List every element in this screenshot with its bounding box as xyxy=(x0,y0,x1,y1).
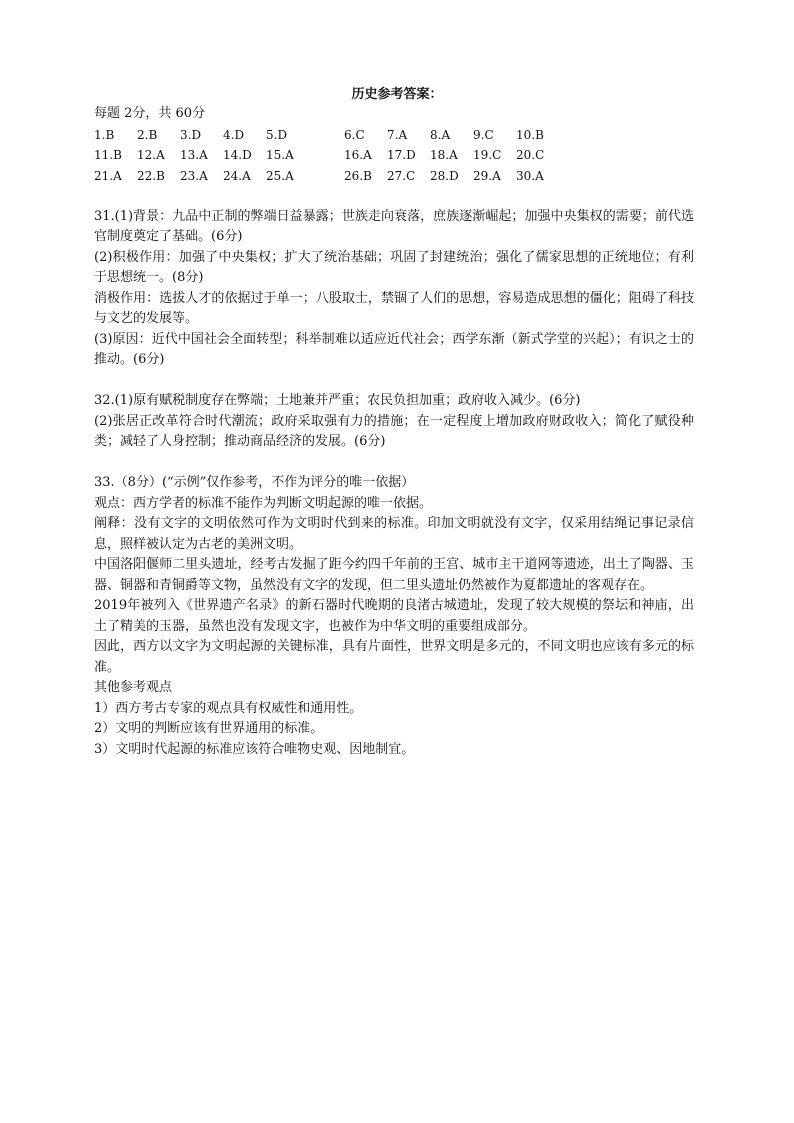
q31-part1: 31.(1)背景：九品中正制的弊端日益暴露；世族走向衰落，庶族逐渐崛起；加强中央集权的需要；前代选官制度奠定了基础。(6分) xyxy=(94,208,694,244)
q33-other-point: 2）文明的判断应该有世界通用的标准。 xyxy=(94,721,324,736)
mc-answer-group xyxy=(344,125,644,146)
q33-explanation-2: 中国洛阳偃师二里头遗址，经考古发掘了距今约四千年前的王宫、城市主干道网等遗迹，出土了陶器、玉器、铜器和青铜爵等文物，虽然没有文字的发现，但二里头遗址仍然被作为夏都遗址的客观存在。 xyxy=(94,557,694,593)
mc-answer: 26.B xyxy=(344,168,372,183)
mc-answer-row-3 xyxy=(94,166,694,187)
mc-answer-group xyxy=(94,145,344,166)
q33-header: 33.（8分）(“示例”仅作参考，不作为评分的唯一依据） xyxy=(94,475,415,490)
mc-answer: 17.D xyxy=(387,148,416,162)
q33-other-point: 1）西方考古专家的观点具有权威性和通用性。 xyxy=(94,700,363,716)
mc-answer-group xyxy=(344,166,644,187)
q32-part2: (2)张居正改革符合时代潮流；政府采取强有力的措施；在一定程度上增加政府财政收入；简化了赋役种类；减轻了人身控制；推动商品经济的发展。(6分) xyxy=(94,413,694,449)
mc-answer: 27.C xyxy=(387,168,416,183)
mc-answer: 30.A xyxy=(516,168,544,183)
q33-explanation-3: 2019年被列入《世界遗产名录》的新石器时代晚期的良渚古城遗址，发现了较大规模的祭坛和神庙，出土了精美的玉器，虽然也没有发现文字，也被作为中华文明的重要组成部分。 xyxy=(94,598,694,634)
mc-answer: 8.A xyxy=(430,127,451,142)
q33-other-point: 3）文明时代起源的标准应该符合唯物史观、因地制宜。 xyxy=(94,741,415,757)
mc-answer: 25.A xyxy=(266,168,294,183)
mc-answer: 10.B xyxy=(516,127,544,142)
q33-viewpoint: 观点：西方学者的标准不能作为判断文明起源的唯一依据。 xyxy=(94,495,433,511)
spacer xyxy=(94,371,694,392)
mc-answer: 28.D xyxy=(430,168,459,183)
mc-answer: 9.C xyxy=(473,127,494,142)
mc-answer: 6.C xyxy=(344,127,365,142)
mc-answer-row-1 xyxy=(94,125,694,146)
q33-explanation-1: 阐释：没有文字的文明依然可作为文明时代到来的标准。印加文明就没有文字，仅采用结绳记事记录信息，照样被认定为古老的美洲文明。 xyxy=(94,516,694,552)
mc-answer: 14.D xyxy=(223,148,252,162)
mc-answer-group xyxy=(94,166,344,187)
mc-answer: 15.A xyxy=(266,148,294,162)
scoring-note: 每题 2分，共 60分 xyxy=(94,106,206,121)
mc-answer: 19.C xyxy=(473,148,502,162)
q33-other-header: 其他参考观点 xyxy=(94,680,173,695)
mc-answer: 23.A xyxy=(180,168,208,183)
q31-part2-negative: 消极作用：选拔人才的依据过于单一；八股取士，禁锢了人们的思想，容易造成思想的僵化；阻碍了科技与文艺的发展等。 xyxy=(94,290,694,326)
mc-answer: 5.D xyxy=(266,127,288,142)
mc-answer-group xyxy=(344,145,644,166)
mc-answer: 11.B xyxy=(94,148,122,162)
mc-answer: 21.A xyxy=(94,168,122,183)
mc-answer: 4.D xyxy=(223,127,245,142)
page-title: 历史参考答案： xyxy=(351,87,443,102)
mc-answer: 2.B xyxy=(137,127,158,142)
mc-answer: 12.A xyxy=(137,148,165,162)
q33-conclusion: 因此，西方以文字为文明起源的关键标准，具有片面性，世界文明是多元的，不同文明也应该有多元的标准。 xyxy=(94,639,694,675)
mc-answer: 1.B xyxy=(94,127,115,142)
mc-answer: 22.B xyxy=(137,168,165,183)
mc-answer: 24.A xyxy=(223,168,251,183)
spacer xyxy=(94,453,694,474)
mc-answer: 7.A xyxy=(387,127,408,142)
mc-answer-group xyxy=(94,125,344,146)
mc-answer: 16.A xyxy=(344,148,372,162)
mc-answer: 18.A xyxy=(430,148,458,162)
mc-answer: 29.A xyxy=(473,168,501,183)
q32-part1: 32.(1)原有赋税制度存在弊端；土地兼并严重；农民负担加重；政府收入减少。(6分) xyxy=(94,393,581,408)
answer-content xyxy=(94,104,694,760)
q31-part3: (3)原因：近代中国社会全面转型；科举制难以适应近代社会；西学东渐（新式学堂的兴起）；有识之士的推动。(6分) xyxy=(94,331,694,367)
mc-answer: 3.D xyxy=(180,127,202,142)
mc-answer: 20.C xyxy=(516,148,545,162)
spacer xyxy=(94,186,694,207)
mc-answer-row-2 xyxy=(94,145,694,166)
q31-part2-positive: (2)积极作用：加强了中央集权；扩大了统治基础；巩固了封建统治；强化了儒家思想的正统地位；有利于思想统一。(8分) xyxy=(94,249,694,285)
mc-answer: 13.A xyxy=(180,148,208,162)
